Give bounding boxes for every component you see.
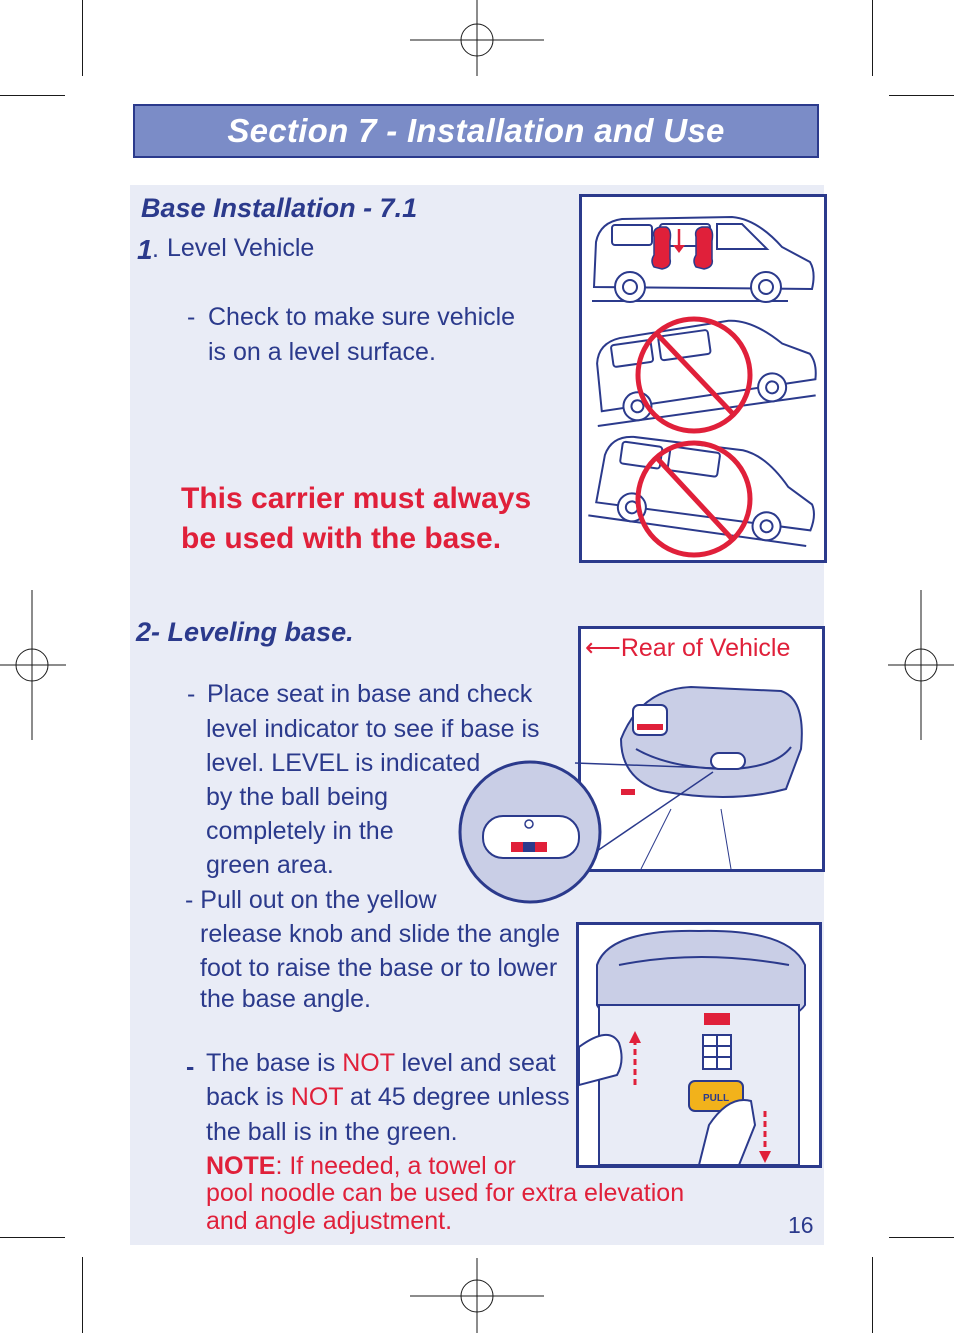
not-level-text: The base is NOT level and seat bbox=[206, 1049, 556, 1077]
release-knob-illustration bbox=[576, 922, 822, 1168]
step2-text: Place seat in base and check bbox=[207, 680, 533, 708]
pull-instruction: - Pull out on the yellow bbox=[185, 886, 437, 914]
warning-text: This carrier must always bbox=[181, 482, 532, 515]
step2-text: level. LEVEL is indicated bbox=[206, 749, 481, 777]
not-emphasis: NOT bbox=[342, 1049, 395, 1077]
page-title: Section 7 - Installation and Use bbox=[227, 112, 725, 149]
not-emphasis: NOT bbox=[290, 1083, 344, 1111]
not-level-dash: - bbox=[186, 1053, 195, 1081]
warning-text: be used with the base. bbox=[181, 522, 502, 555]
step2-title: 2- Leveling base. bbox=[136, 617, 354, 647]
step2-text: green area. bbox=[206, 851, 334, 879]
note-label: NOTE bbox=[206, 1152, 276, 1180]
pull-instruction: release knob and slide the angle bbox=[200, 920, 560, 948]
vehicle-level-illustration bbox=[579, 194, 827, 563]
note-text: and angle adjustment. bbox=[206, 1207, 453, 1235]
registration-mark bbox=[410, 0, 544, 80]
page-number: 16 bbox=[788, 1212, 814, 1238]
step2-text: completely in the bbox=[206, 817, 394, 845]
tilted-van-image bbox=[588, 430, 821, 546]
note-text: pool noodle can be used for extra elevation bbox=[206, 1179, 685, 1207]
level-indicator-zoom bbox=[455, 758, 715, 906]
step1-dash: - bbox=[187, 303, 196, 331]
registration-mark bbox=[888, 590, 954, 740]
crop-mark bbox=[872, 0, 873, 76]
registration-mark bbox=[0, 590, 66, 740]
section-heading: Base Installation - 7.1 bbox=[141, 193, 418, 223]
left-arrow-icon: ⟵ bbox=[585, 634, 621, 662]
crop-mark bbox=[872, 1257, 873, 1333]
crop-mark bbox=[82, 1257, 83, 1333]
crop-mark bbox=[889, 95, 954, 96]
step2-dash: - bbox=[187, 680, 196, 708]
crop-mark bbox=[0, 1237, 65, 1238]
step2-text: by the ball being bbox=[206, 783, 389, 811]
pull-instruction: foot to raise the base or to lower bbox=[200, 954, 558, 982]
step1-number: 1 bbox=[137, 234, 153, 265]
crop-mark bbox=[82, 0, 83, 76]
registration-mark bbox=[410, 1258, 544, 1333]
not-level-text: the ball is in the green. bbox=[206, 1118, 458, 1146]
not-level-text: back is NOT at 45 degree unless bbox=[206, 1083, 570, 1111]
note-text: NOTE: If needed, a towel or bbox=[206, 1152, 516, 1180]
step1-text: is on a level surface. bbox=[208, 338, 436, 366]
tilted-van-image bbox=[586, 310, 819, 426]
base-front-image bbox=[597, 931, 805, 1165]
step1-dot: . bbox=[152, 235, 159, 263]
crop-mark bbox=[889, 1237, 954, 1238]
step2-text: level indicator to see if base is bbox=[206, 715, 540, 743]
crop-mark bbox=[0, 95, 65, 96]
pull-instruction: the base angle. bbox=[200, 985, 371, 1013]
step1-title: Level Vehicle bbox=[167, 234, 315, 262]
pull-label: PULL bbox=[702, 1093, 730, 1104]
section-header bbox=[133, 104, 819, 158]
step1-text: Check to make sure vehicle bbox=[208, 303, 516, 331]
rear-of-vehicle-label: ⟵Rear of Vehicle bbox=[585, 634, 791, 662]
